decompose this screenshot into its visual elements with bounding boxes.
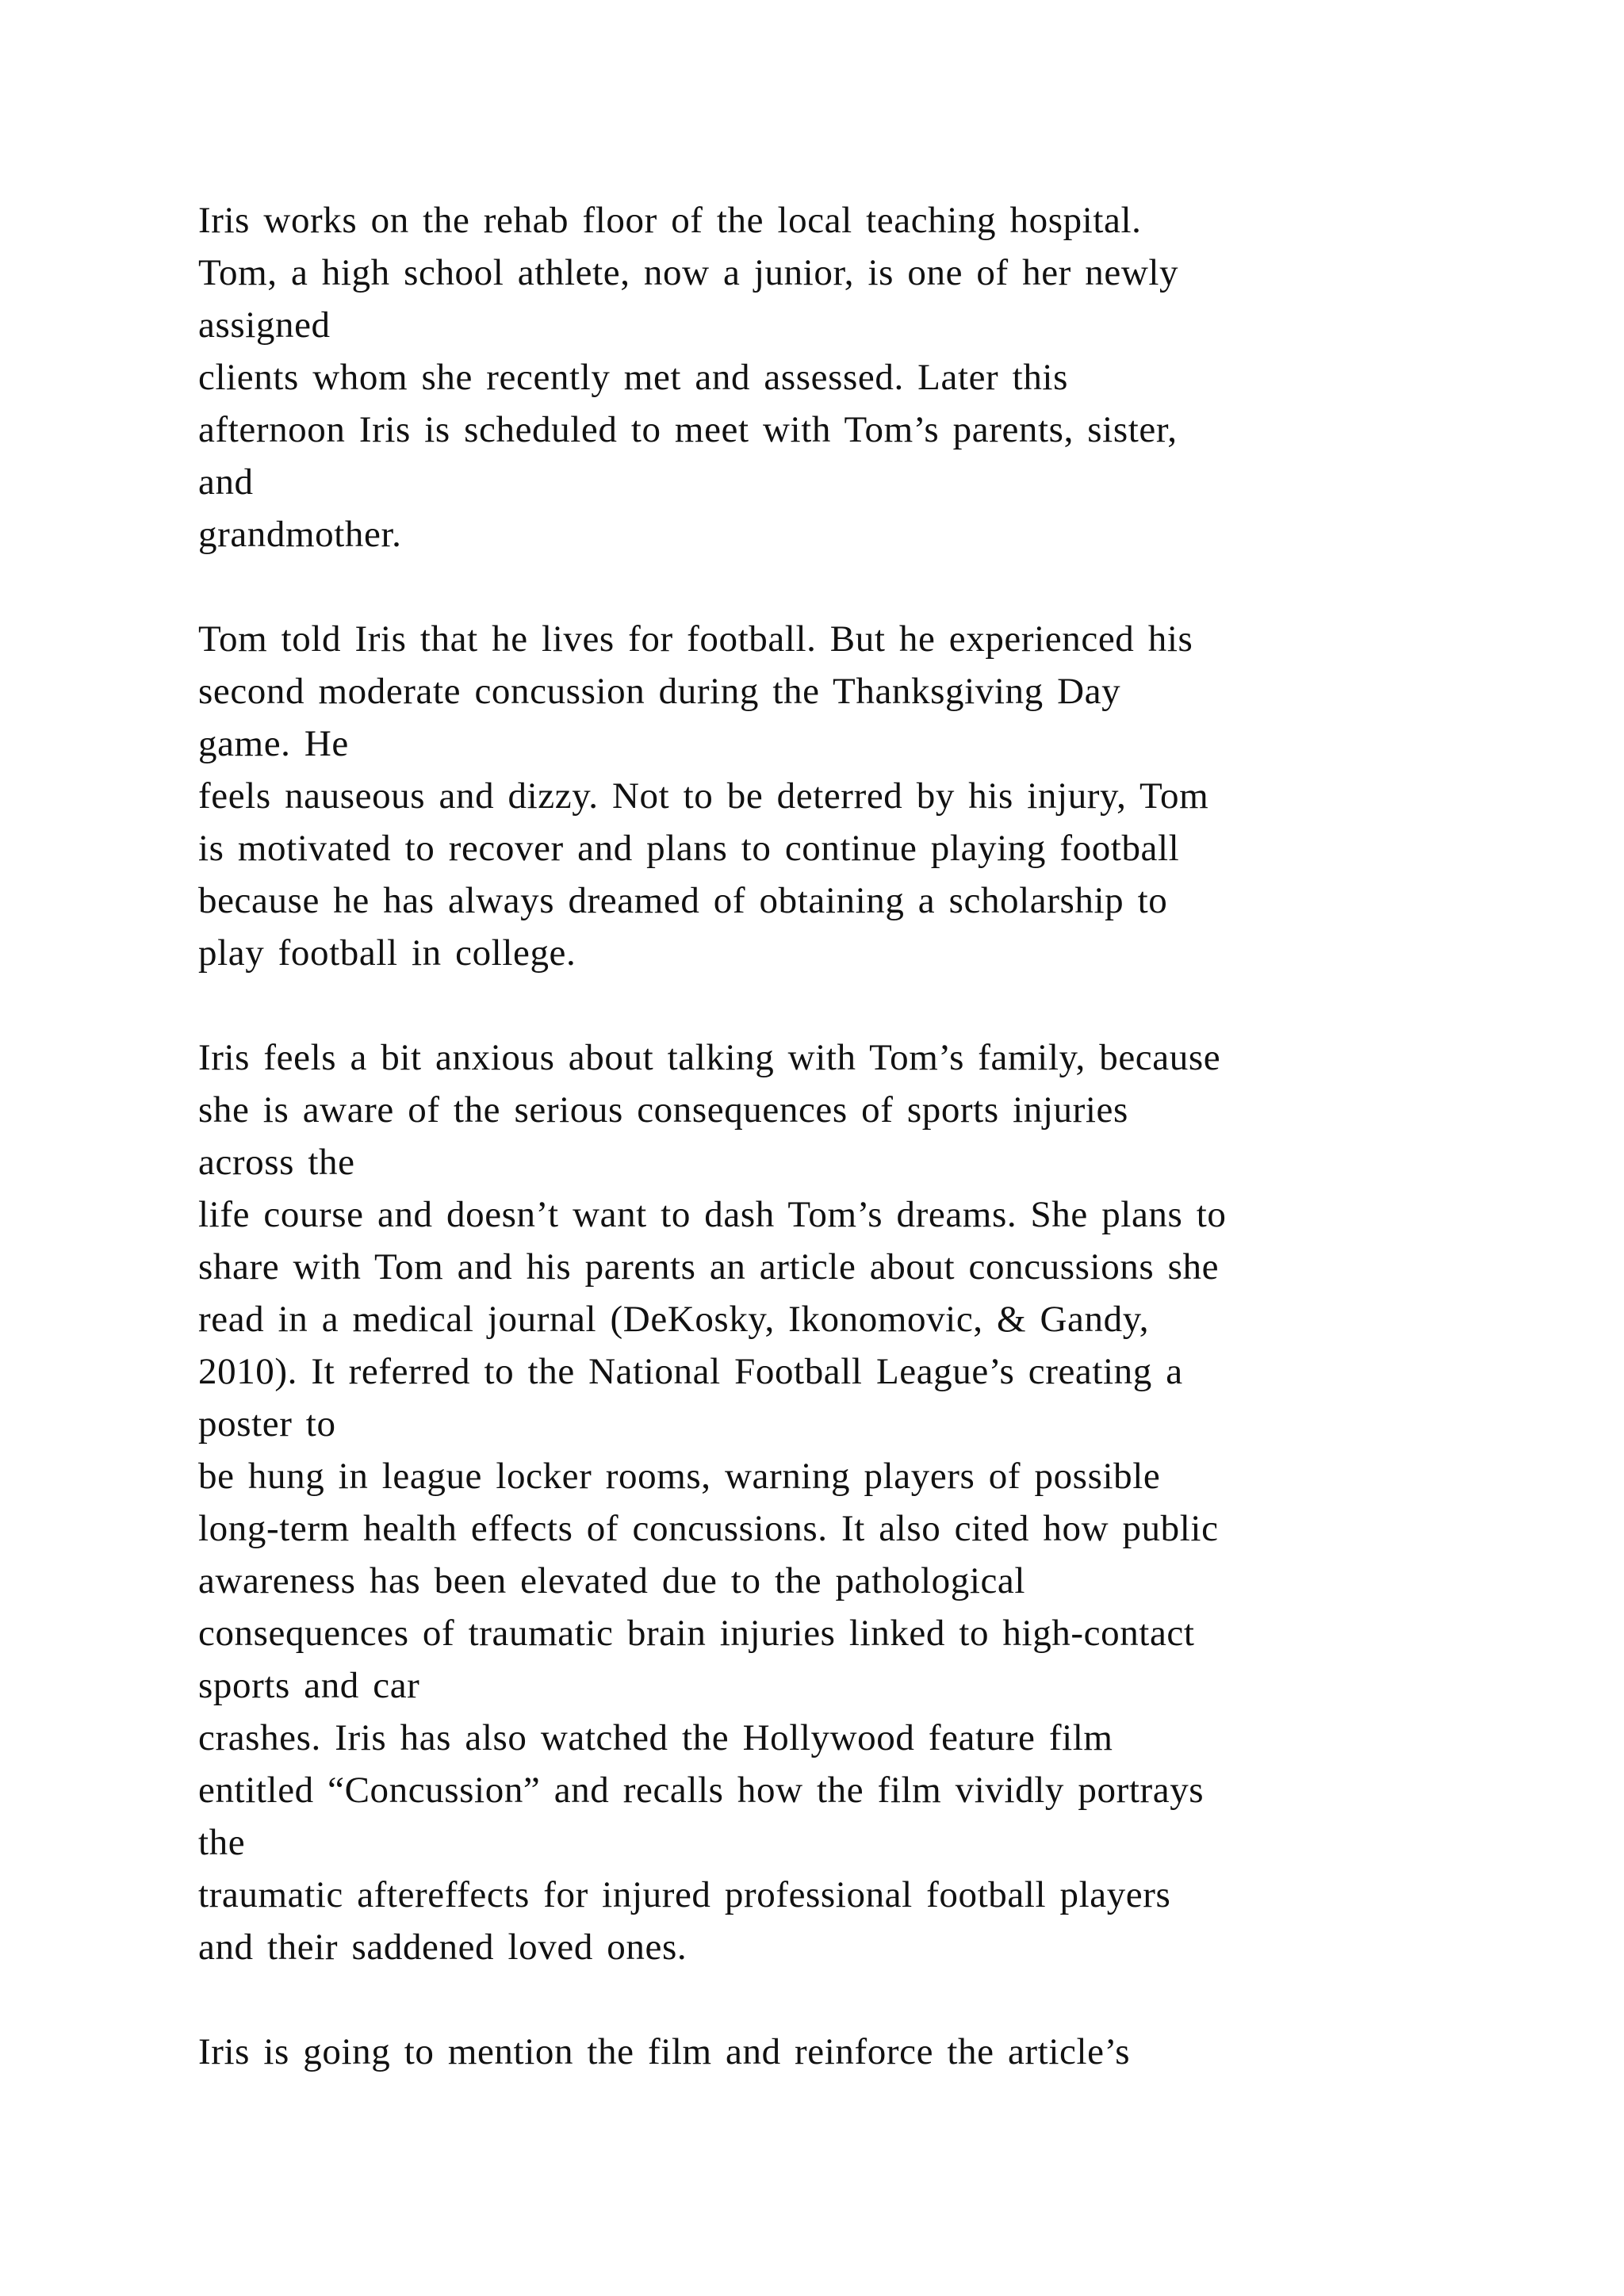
text-line: play football in college. [198,932,576,974]
text-line: grandmother. [198,514,402,555]
paragraph [198,194,1546,561]
text-line: sports and car [198,1665,420,1706]
text-line: Tom, a high school athlete, now a junior, is one of her newly [198,252,1179,293]
text-line: and their saddened loved ones. [198,1927,688,1968]
text-line: Tom told Iris that he lives for football. But he experienced his [198,618,1193,660]
text-line: across the [198,1142,355,1183]
text-line: the [198,1822,246,1863]
paragraph-gap [198,979,1546,1031]
text-line: afternoon Iris is scheduled to meet with Tom’s parents, sister, [198,409,1178,450]
paragraph [198,613,1546,979]
text-line: life course and doesn’t want to dash Tom’s dreams. She plans to [198,1194,1227,1235]
text-line: clients whom she recently met and assessed. Later this [198,357,1068,398]
text-line: Iris is going to mention the film and reinforce the article’s [198,2031,1131,2072]
text-line: be hung in league locker rooms, warning players of possible [198,1456,1161,1497]
document-body [198,194,1546,2078]
paragraph [198,1031,1546,1973]
text-line: long-term health effects of concussions. It also cited how public [198,1508,1219,1549]
text-line: and [198,461,254,503]
text-line: read in a medical journal (DeKosky, Ikonomovic, & Gandy, [198,1299,1150,1340]
text-line: crashes. Iris has also watched the Hollywood feature film [198,1717,1113,1758]
text-line: Iris works on the rehab floor of the local teaching hospital. [198,200,1142,241]
text-line: awareness has been elevated due to the pathological [198,1560,1026,1601]
text-line: game. He [198,723,349,764]
text-line: Iris feels a bit anxious about talking with Tom’s family, because [198,1037,1221,1078]
text-line: is motivated to recover and plans to continue playing football [198,828,1180,869]
text-line: assigned [198,304,331,346]
text-line: consequences of traumatic brain injuries linked to high-contact [198,1613,1195,1654]
text-line: traumatic aftereffects for injured professional football players [198,1874,1171,1915]
paragraph-gap [198,561,1546,613]
text-line: poster to [198,1403,336,1445]
paragraph-gap [198,1973,1546,2026]
text-line: share with Tom and his parents an article about concussions she [198,1246,1220,1288]
text-line: she is aware of the serious consequences of sports injuries [198,1089,1128,1131]
text-line: second moderate concussion during the Thanksgiving Day [198,671,1121,712]
text-line: because he has always dreamed of obtaining a scholarship to [198,880,1168,921]
text-line: feels nauseous and dizzy. Not to be deterred by his injury, Tom [198,775,1209,817]
text-line: entitled “Concussion” and recalls how the film vividly portrays [198,1770,1205,1811]
text-line: 2010). It referred to the National Football League’s creating a [198,1351,1183,1392]
paragraph [198,2026,1546,2078]
